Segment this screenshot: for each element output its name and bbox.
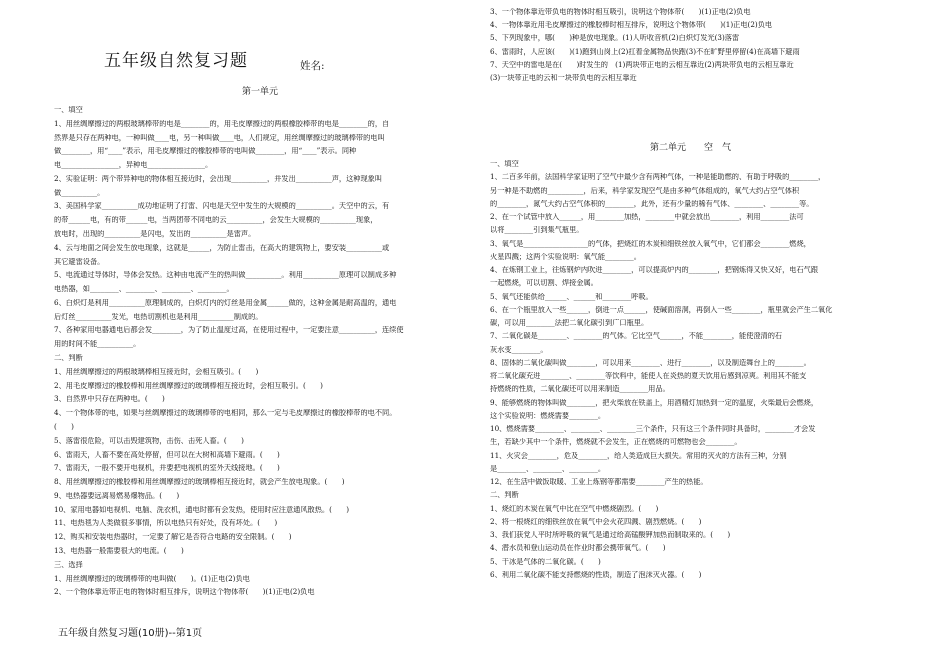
right-text-line: 5、下列现象中，哪( )种是放电现象。(1)人听收音机(2)白炽灯发光(3)落雷 [490, 34, 740, 43]
left-text-line: 2、一个物体靠近带正电的物体时相互排斥，说明这个物体带( )(1)正电(2)负电 [54, 588, 315, 597]
left-text-line: 电热器，如________、________、________、________。 [54, 285, 234, 294]
left-text-line: 8、用丝绸摩擦过的橡胶棒和用丝绸摩擦过的玻璃棒相互接近时，就会产生放电现象。( ) [54, 478, 345, 487]
left-text-line: 6、白炽灯是利用__________原理制成的，白炽灯内的灯丝是用金属______做的，这种金属是耐高温的，通电 [54, 298, 397, 307]
left-text-line: 13、电热器一般需要很大的电流。( ) [54, 546, 184, 555]
right-text-line: 火星四溅；这两个实验说明：氧气能________。 [490, 252, 641, 261]
left-text-line: 的带______电，有的带______电，当两团带不同电的云__________，会发生大规模的__________现象， [54, 216, 378, 225]
right-text-line: 3、我们获党人平时所呼吸的氧气是通过给高锰酸钾加热而制取来的。( ) [490, 531, 731, 539]
left-text-line: 1、用丝绸摩擦过的两根玻璃棒带的电是________的，用毛皮摩擦过的两根橡胶棒带的电是________的，自 [54, 119, 390, 128]
left-text-line: 后灯丝__________发光，电热切割机也是利用__________制成的。 [54, 312, 263, 321]
right-text-line: 3、氧气是__________________的气体，把烧红的木炭和细铁丝放入氧气中，它们都会________燃烧， [490, 239, 811, 248]
left-text-line: 二、判断 [54, 354, 83, 363]
left-text-line: 11、电热毯为人类做很多事情，所以电热只有好处，没有坏处。( ) [54, 519, 278, 528]
left-text-line: 12、购买和安装电热器时，一定要了解它是否符合电路的安全限制。( ) [54, 533, 292, 542]
left-text-line: 三、选择 [54, 560, 83, 569]
right-text-line: 另一种是不助燃的__________，后来，科学家发现空气是由多种气体组成的，氧气大约占空气体积 [490, 186, 800, 195]
left-text-line: 一、填空 [54, 106, 83, 114]
left-text-line: 2、用毛皮摩擦过的橡胶棒和用丝绸摩擦过的玻璃棒相互接近时，会相互吸引。( ) [54, 381, 323, 390]
right-text-line: (3)一块带正电的云和一块带负电的云相互靠近 [490, 74, 637, 82]
unit-two-title: 第二单元 空 气 [650, 143, 732, 153]
right-text-line: 7、二氧化碳是________、________的气体。它比空气______，不能________，能使澄清的石 [490, 332, 783, 341]
right-text-line: 二、判断 [490, 491, 519, 500]
right-text-line: 5、氧气还能供给______、______和________呼吸。 [490, 292, 653, 301]
left-text-line: 放电时，出现的__________是闪电，发出的__________是雷声。 [54, 230, 256, 239]
left-text-line: 3、自然界中只存在两种电。( ) [54, 395, 165, 404]
page-footer: 五年级自然复习题(10册)--第1页 [58, 628, 203, 639]
right-text-line: 持燃烧的性质，二氧化碳还可以用来制造________用品。 [490, 385, 670, 394]
right-text-line: 碳，可以用________法把二氧化碳引到广口瓶里。 [490, 319, 649, 327]
right-text-line: 一、填空 [490, 160, 519, 168]
right-text-line: 6、在一个瓶里放入一些______，倒进一点______，使碱面溶洞，再倒入一些________，瓶里就会产生二氧化 [490, 305, 833, 314]
left-text-line: 2、实验证明：两个带异种电的物体相互接近时，会出现__________，并发出__________声，这种现象叫 [54, 174, 383, 183]
right-text-line: 以将________引到集气瓶里。 [490, 226, 584, 235]
right-text-line: 的________，氮气大约占空气体积的________，此外，还有少量的稀有气体、________、________等。 [490, 199, 814, 208]
right-text-line: 2、将一根烧红的细铁丝放在氧气中会火花四溅、剧烈燃烧。( ) [490, 517, 702, 526]
left-text-line: 电________________，异种电________________。 [54, 161, 213, 170]
left-text-line: 1、用丝绸摩擦过的玻璃棒带的电叫做( )。(1)正电(2)负电 [54, 574, 250, 583]
left-text-line: 4、云与地面之间会发生放电现象，这就是______，为防止雷击，在高大的建筑物上，要安装__________或 [54, 243, 390, 252]
right-text-line: 9、能够燃烧的物体叫做________，把火柴放在铁盖上，用酒精灯加热到一定的温度，火柴最后会燃烧， [490, 398, 819, 407]
left-text-line: 然界是只存在两种电，一种叫做____电，另一种叫做____电，人们规定，用丝绸摩擦过的玻璃棒带的电叫 [54, 133, 385, 142]
right-text-line: 10、燃烧需要________、________、________三个条件，只有这三个条件同时具备时，________才会发 [490, 425, 816, 433]
left-text-line: 5、落雷很危险，可以击毁建筑物，击伤、击死人畜。( ) [54, 436, 244, 445]
right-text-line: 6、利用二氧化碳不能支持燃烧的性质，制造了泡沫灭火器。( ) [490, 570, 702, 579]
left-text-line: 做________，用“____”表示，用毛皮摩擦过的橡胶棒带的电叫做________，用“____”表示。同种 [54, 147, 357, 156]
right-text-line: 1、二百多年前，法国科学家证明了空气中最少含有两种气体，一种是能助燃的、有助于呼吸的________， [490, 173, 826, 182]
right-text-line: 这个实验说明：燃烧需要________。 [490, 411, 606, 420]
right-text-line: 是________、________、________。 [490, 464, 606, 473]
right-text-line: 2、在一个试管中放入______，用________加热，________中就会放出________，利用________法可 [490, 213, 804, 221]
left-text-line: ( ) [54, 422, 74, 431]
left-text-line: 10、家用电器如电视机、电脑、洗衣机，通电时都有会发热，使用时应注意通风散热。( ) [54, 505, 350, 514]
right-text-line: 4、潜水员和登山运动员在作业时都会携带氧气。( ) [490, 544, 666, 553]
right-text-line: 8、固体的二氧化碳叫做________，可以用来________、进行________，以及制造舞台上的________。 [490, 358, 811, 367]
right-text-line: 4、在炼钢工业上，往炼钢炉内吹进________，可以提高炉内的________，把钢炼得又快又好，电石气跟 [490, 266, 819, 274]
left-text-line: 6、雷雨天，人畜不要在高处停留，但可以在大树和高墙下避雨。( ) [54, 450, 280, 459]
left-text-line: 7、雷雨天，一般不要开电视机，并要把电视机的室外天线接地。( ) [54, 464, 280, 473]
right-text-line: 11、火灾会________，危及________，给人类造成巨大损失。常用的灭火的方法有三种，分别 [490, 451, 787, 460]
right-text-line: 将二氧化碳充进________、________等饮料中，能使人在炎热的夏天饮用后感到凉爽。利用其不能支 [490, 372, 807, 380]
right-text-line: 12、在生活中做饭取暖、工业上炼钢等都需要________产生的热能。 [490, 478, 708, 486]
left-text-line: 4、一个物体带的电，如果与丝绸摩擦过的玻璃棒带的电相同，那么一定与毛皮摩擦过的橡胶棒带的电不同。 [54, 409, 397, 418]
left-text-line: 3、美国科学家__________成功地证明了打雷、闪电是天空中发生的大规模的__________。天空中的云，有 [54, 202, 390, 211]
right-text-line: 6、雷雨时，人应该( )(1)跑到山岗上(2)扛着金属物品快跑(3)不在旷野里停留(4)在高墙下避雨 [490, 47, 800, 56]
right-text-line: 3、一个物体靠近带负电的物体时相互吸引，说明这个物体带( )(1)正电(2)负电 [490, 8, 751, 16]
page-title: 五年级自然复习题 [104, 51, 248, 71]
left-text-line: 7、各种家用电器通电后都会发________，为了防止温度过高，在使用过程中，一定要注意__________，连续使 [54, 326, 404, 335]
right-text-line: 5、干冰是气体的二氧化碳。( ) [490, 557, 601, 566]
left-text-line: 9、电热器要远离易燃易爆物品。( ) [54, 491, 180, 500]
name-label: 姓名: [300, 60, 325, 72]
unit-one-title: 第一单元 [242, 87, 279, 97]
left-text-line: 1、用丝绸摩擦过的两根玻璃棒相互接近时，会相互吸引。( ) [54, 367, 259, 376]
left-text-line: 5、电流通过导体时，导体会发热。这种由电流产生的热叫做__________。利用__________原理可以制成多种 [54, 271, 397, 280]
left-text-line: 其它避雷设备。 [54, 257, 105, 266]
right-text-line: 一起燃烧，可以切割、焊接金属。 [490, 279, 598, 288]
right-text-line: 灰水变________。 [490, 345, 548, 354]
left-text-line: 做__________。 [54, 188, 105, 197]
right-text-line: 1、烧红的木炭在氧气中比在空气中燃烧剧烈。( ) [490, 504, 659, 513]
right-text-line: 生，若缺少其中一个条件，燃烧就不会发生，正在燃烧的可燃物也会________。 [490, 438, 742, 447]
right-text-line: 4、一物体靠近用毛皮摩擦过的橡胶棒时相互排斥，说明这个物体带( )(1)正电(2)负电 [490, 21, 773, 30]
left-text-line: 用的时间不能__________。 [54, 340, 141, 349]
right-text-line: 7、天空中的雷电是在( )时发生的 (1)两块带正电的云相互靠近(2)两块带负电的云相互靠近 [490, 60, 794, 69]
